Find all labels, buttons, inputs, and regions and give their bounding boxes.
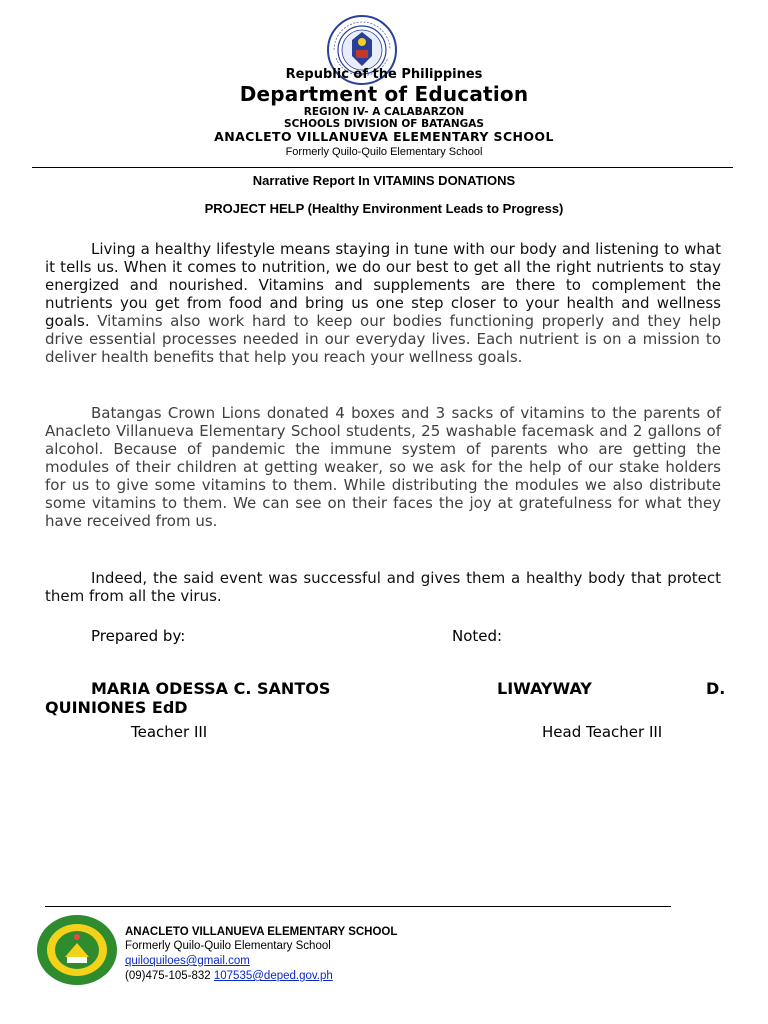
- paragraph-donation: Batangas Crown Lions donated 4 boxes and 3 sacks of vitamins to the parents of Anacleto Villanueva Elementary School students, 25 washable facemask and 2 gallons of alcohol. Because of pandemic the immune system of parents who are getting the modules of their children at getting weaker, so we ask for the help of our stake holders for us to give some vitamins to them. While distributing the modules we also distribute some vitamins to them. We can see on their faces the joy at gratefulness for what they have received from us.: [45, 404, 721, 530]
- footer-divider: [45, 906, 671, 907]
- noted-label: Noted:: [452, 627, 503, 645]
- prepared-by-label: Prepared by:: [91, 627, 186, 645]
- header-republic: Republic of the Philippines: [285, 67, 483, 82]
- project-title: PROJECT HELP (Healthy Environment Leads to Progress): [204, 201, 564, 216]
- signatory-name-2-initial: D.: [706, 679, 726, 698]
- signatory-name-1: MARIA ODESSA C. SANTOS: [91, 679, 331, 698]
- paragraph-conclusion: Indeed, the said event was successful and gives them a healthy body that protect them from all the virus.: [45, 569, 721, 605]
- footer-contact: [125, 970, 333, 982]
- header-division: SCHOOLS DIVISION OF BATANGAS: [284, 118, 484, 130]
- footer-phone: (09)475-105-832: [125, 970, 211, 982]
- header-region: REGION IV- A CALABARZON: [303, 106, 465, 118]
- footer-email-link[interactable]: quiloquiloes@gmail.com: [125, 955, 250, 967]
- signatory-name-2-first: LIWAYWAY: [497, 679, 592, 698]
- signatory-name-2-surname: QUINIONES EdD: [45, 698, 188, 717]
- signatory-role-2: Head Teacher III: [542, 723, 663, 741]
- header-divider: [32, 167, 733, 168]
- paragraph-intro-quote: Vitamins also work hard to keep our bodies functioning properly and they help drive essential processes needed in our everyday lives. Each nutrient is on a mission to deliver health benefits that help you reach your wellness goals.: [45, 312, 721, 366]
- paragraph-intro-main: Living a healthy lifestyle means staying in tune with our body and listening to what it tells us. When it comes to nutrition, we do our best to get all the right nutrients to stay energized and nourished. Vitamins and supplements are there to complement the nutrients you get from food and bring us one step closer to your health and wellness goals.: [45, 240, 721, 330]
- report-title: Narrative Report In VITAMINS DONATIONS: [252, 173, 516, 188]
- header-department: Department of Education: [239, 82, 529, 106]
- signatory-role-1: Teacher III: [131, 723, 208, 741]
- footer-deped-email-link[interactable]: 107535@deped.gov.ph: [213, 970, 333, 982]
- header-formerly: Formerly Quilo-Quilo Elementary School: [285, 146, 483, 158]
- footer-formerly: Formerly Quilo-Quilo Elementary School: [125, 940, 331, 952]
- school-logo: [35, 913, 119, 987]
- paragraph-intro: [45, 240, 721, 366]
- footer-school-name: ANACLETO VILLANUEVA ELEMENTARY SCHOOL: [125, 926, 398, 938]
- header-school: ANACLETO VILLANUEVA ELEMENTARY SCHOOL: [214, 129, 554, 144]
